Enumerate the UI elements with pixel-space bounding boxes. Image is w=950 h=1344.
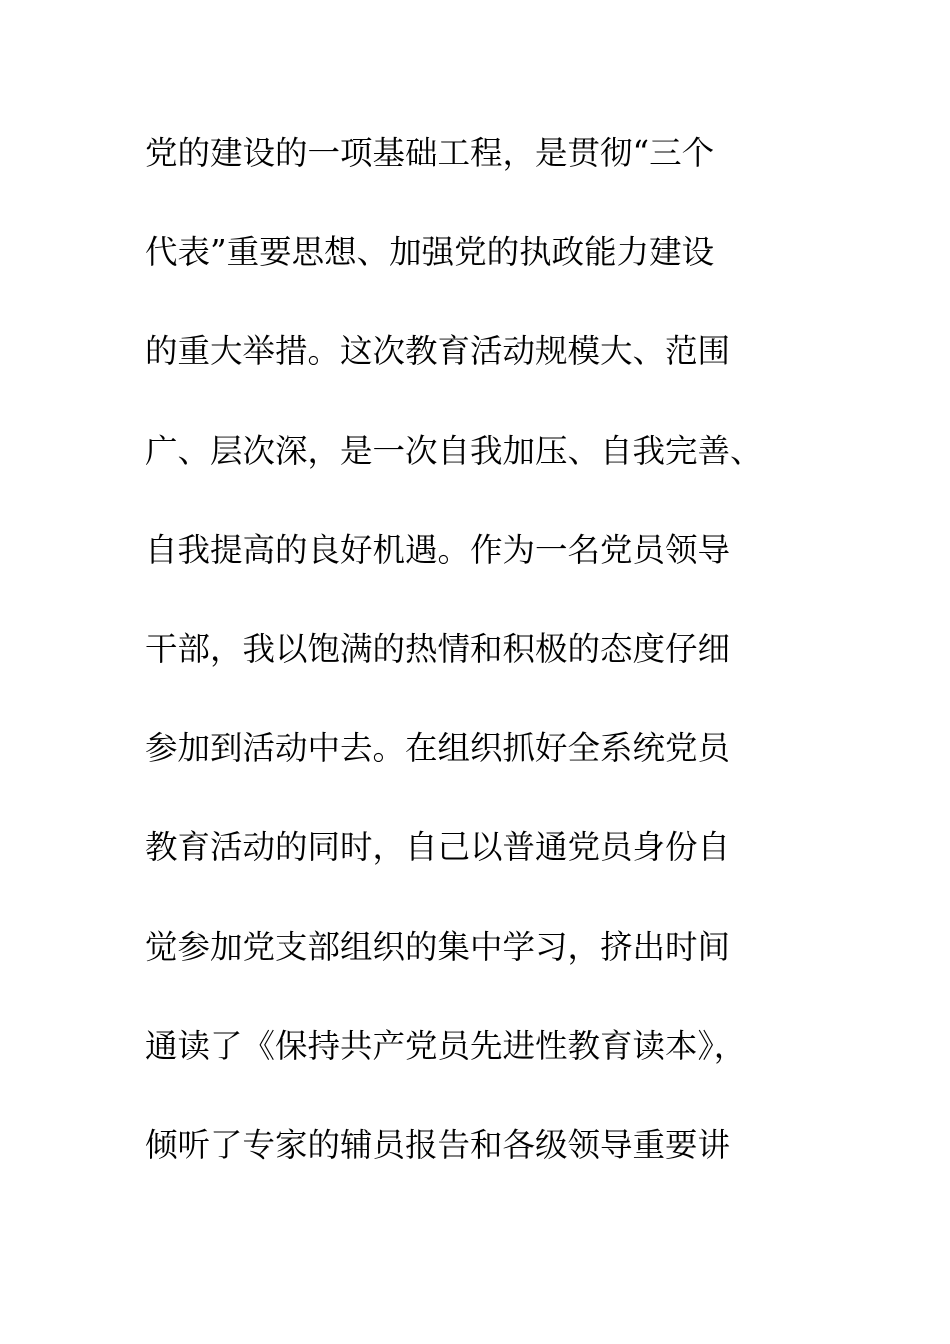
text-line-3: 的重大举措。这次教育活动规模大、范围 (145, 332, 731, 371)
body-text (145, 126, 845, 1217)
text-line-6: 干部，我以饱满的热情和积极的态度仔细 (145, 629, 731, 668)
text-line-8: 教育活动的同时，自己以普通党员身份自 (145, 828, 731, 867)
text-line-7: 参加到活动中去。在组织抓好全系统党员 (145, 729, 731, 768)
text-line-9: 觉参加党支部组织的集中学习，挤出时间 (145, 927, 731, 966)
text-line-4: 广、层次深，是一次自我加压、自我完善、 (145, 431, 763, 470)
text-line-11: 倾听了专家的辅员报告和各级领导重要讲 (145, 1125, 731, 1164)
text-line-1: 党的建设的一项基础工程，是贯彻“三个 (145, 134, 715, 172)
text-line-5: 自我提高的良好机遇。作为一名党员领导 (145, 530, 731, 569)
text-line-10: 通读了《保持共产党员先进性教育读本》， (145, 1026, 747, 1065)
text-line-2: 代表”重要思想、加强党的执政能力建设 (145, 233, 715, 272)
